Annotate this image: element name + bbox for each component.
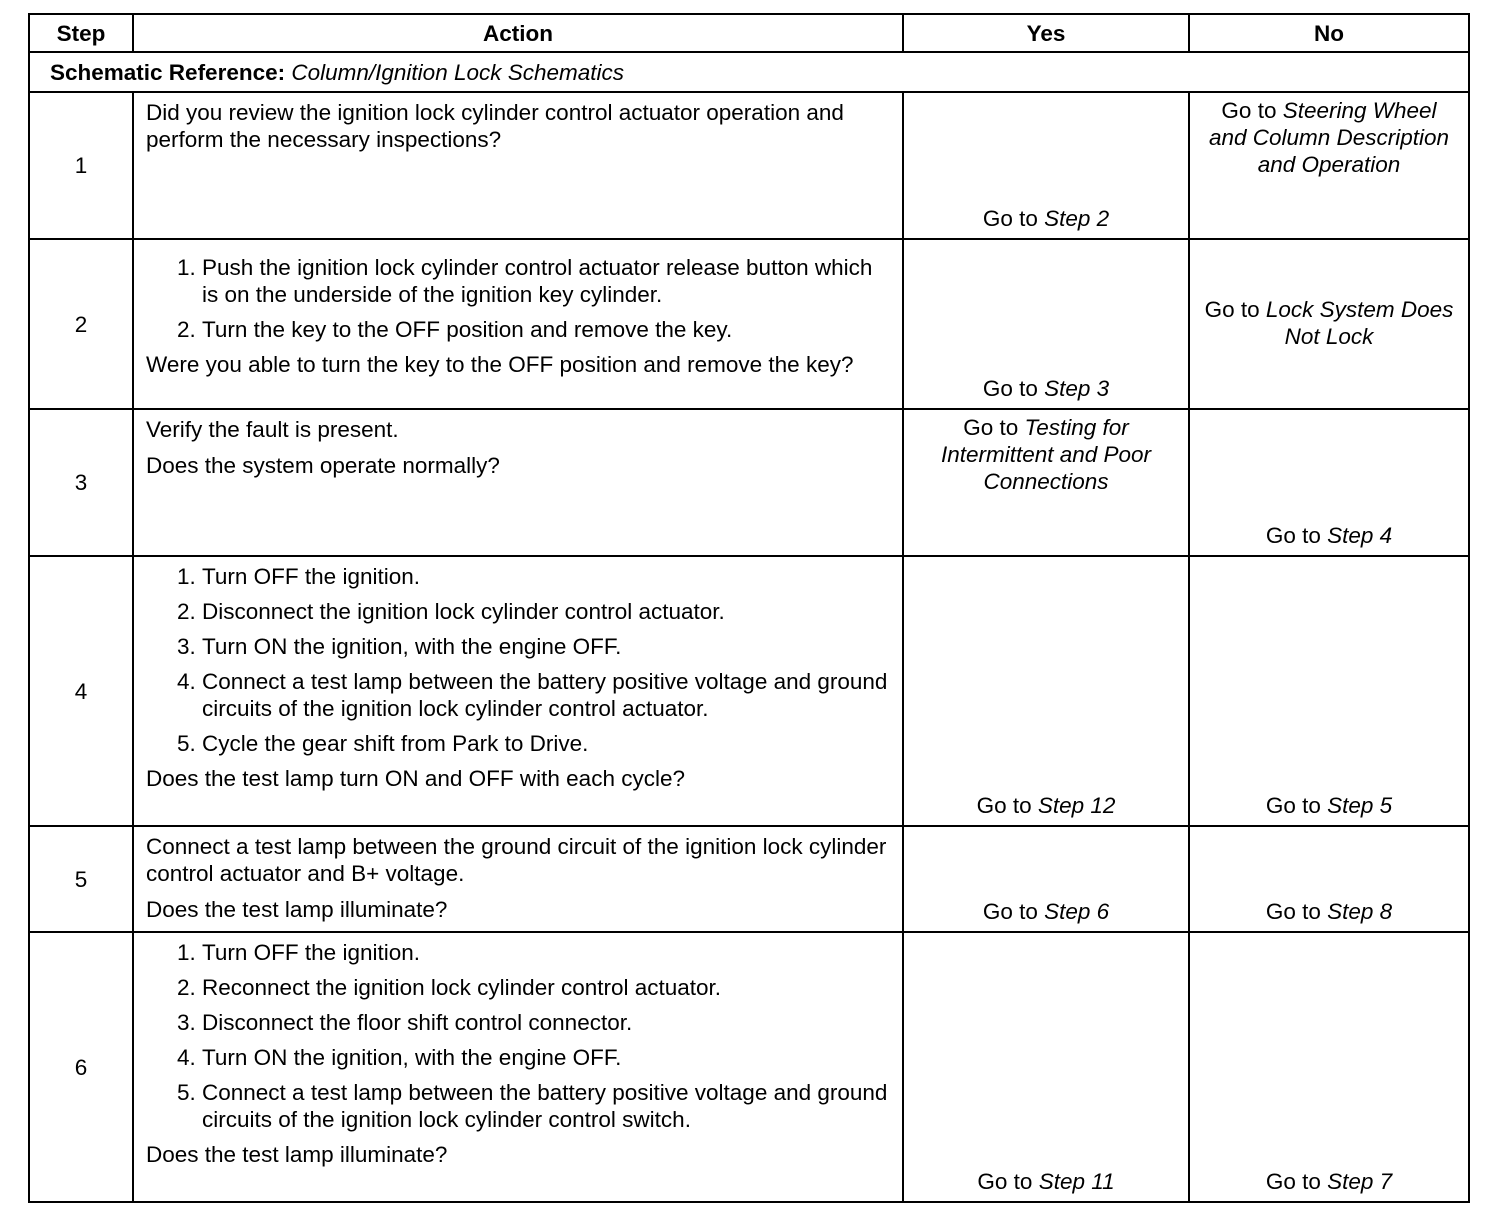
header-row (29, 14, 1469, 52)
yes-target: Step 12 (1037, 793, 1116, 818)
no-cell (1189, 826, 1469, 932)
goto-prefix: Go to (1265, 523, 1321, 548)
action-steps (146, 939, 890, 1133)
no-cell (1189, 239, 1469, 409)
action-step: 2. Turn the key to the OFF position and remove the key. (202, 316, 890, 343)
action-step: 3. Disconnect the floor shift control connector. (202, 1009, 890, 1036)
no-target: Lock System Does Not Lock (1265, 297, 1454, 349)
step-number: 1 (29, 92, 133, 239)
no-target: Steering Wheel and Column Description and Operation (1208, 98, 1450, 177)
step-number: 5 (29, 826, 133, 932)
yes-cell (903, 409, 1189, 556)
no-target: Step 5 (1327, 793, 1393, 818)
goto-prefix: Go to (982, 376, 1038, 401)
step-number: 6 (29, 932, 133, 1202)
table-row (29, 826, 1469, 932)
action-question: Does the test lamp turn ON and OFF with each cycle? (146, 766, 685, 791)
action-question: Did you review the ignition lock cylinder control actuator operation and perform the necessary inspections? (146, 100, 844, 152)
table-row (29, 239, 1469, 409)
header-step: Step (29, 14, 133, 52)
action-step: 3. Turn ON the ignition, with the engine OFF. (202, 633, 890, 660)
action-cell (133, 932, 903, 1202)
goto-prefix: Go to (977, 1169, 1033, 1194)
action-question: Does the test lamp illuminate? (146, 1142, 448, 1167)
action-step: 2. Reconnect the ignition lock cylinder control actuator. (202, 974, 890, 1001)
goto-prefix: Go to (976, 793, 1032, 818)
action-step: 1. Turn OFF the ignition. (202, 939, 890, 966)
yes-cell (903, 932, 1189, 1202)
yes-cell (903, 239, 1189, 409)
header-no: No (1189, 14, 1469, 52)
schematic-reference-label: Schematic Reference: (50, 59, 286, 85)
action-cell (133, 826, 903, 932)
action-step: 1. Turn OFF the ignition. (202, 563, 890, 590)
header-yes: Yes (903, 14, 1189, 52)
step-number: 2 (29, 239, 133, 409)
action-question: Does the system operate normally? (146, 453, 500, 478)
action-question: Does the test lamp illuminate? (146, 897, 448, 922)
action-cell (133, 556, 903, 826)
no-cell (1189, 409, 1469, 556)
no-target: Step 7 (1327, 1169, 1393, 1194)
yes-cell (903, 826, 1189, 932)
goto-prefix: Go to (1265, 793, 1321, 818)
schematic-reference-row (29, 52, 1469, 92)
no-cell (1189, 92, 1469, 239)
action-steps (146, 563, 890, 757)
action-step: 5. Connect a test lamp between the battery positive voltage and ground circuits of the ignition lock cylinder control switch. (202, 1079, 890, 1133)
action-step: 1. Push the ignition lock cylinder control actuator release button which is on the underside of the ignition key cylinder. (202, 254, 890, 308)
table-row (29, 92, 1469, 239)
action-cell (133, 409, 903, 556)
goto-prefix: Go to (1221, 98, 1277, 123)
goto-prefix: Go to (982, 899, 1038, 924)
goto-prefix: Go to (982, 206, 1038, 231)
table-row (29, 556, 1469, 826)
action-steps (146, 254, 890, 343)
diagnostic-table (28, 13, 1470, 1203)
goto-prefix: Go to (963, 415, 1019, 440)
no-target: Step 8 (1327, 899, 1393, 924)
yes-target: Step 3 (1044, 376, 1110, 401)
goto-prefix: Go to (1265, 1169, 1321, 1194)
table-row (29, 409, 1469, 556)
goto-prefix: Go to (1204, 297, 1260, 322)
step-number: 3 (29, 409, 133, 556)
action-step: 2. Disconnect the ignition lock cylinder control actuator. (202, 598, 890, 625)
header-action: Action (133, 14, 903, 52)
no-cell (1189, 556, 1469, 826)
action-step: 4. Turn ON the ignition, with the engine OFF. (202, 1044, 890, 1071)
action-cell (133, 92, 903, 239)
action-intro: Connect a test lamp between the ground circuit of the ignition lock cylinder control actuator and B+ voltage. (146, 834, 887, 886)
yes-target: Step 6 (1044, 899, 1110, 924)
action-step: 4. Connect a test lamp between the battery positive voltage and ground circuits of the ignition lock cylinder control actuator. (202, 668, 890, 722)
action-cell (133, 239, 903, 409)
yes-target: Step 11 (1038, 1169, 1115, 1194)
yes-target: Step 2 (1044, 206, 1110, 231)
goto-prefix: Go to (1265, 899, 1321, 924)
table-row (29, 932, 1469, 1202)
yes-target: Testing for Intermittent and Poor Connections (940, 415, 1152, 494)
action-step: 5. Cycle the gear shift from Park to Drive. (202, 730, 890, 757)
no-target: Step 4 (1327, 523, 1393, 548)
action-question: Were you able to turn the key to the OFF position and remove the key? (146, 352, 854, 377)
schematic-reference-link: Column/Ignition Lock Schematics (291, 59, 625, 85)
yes-cell (903, 92, 1189, 239)
yes-cell (903, 556, 1189, 826)
action-intro: Verify the fault is present. (146, 417, 399, 442)
step-number: 4 (29, 556, 133, 826)
schematic-reference (29, 52, 1469, 92)
no-cell (1189, 932, 1469, 1202)
